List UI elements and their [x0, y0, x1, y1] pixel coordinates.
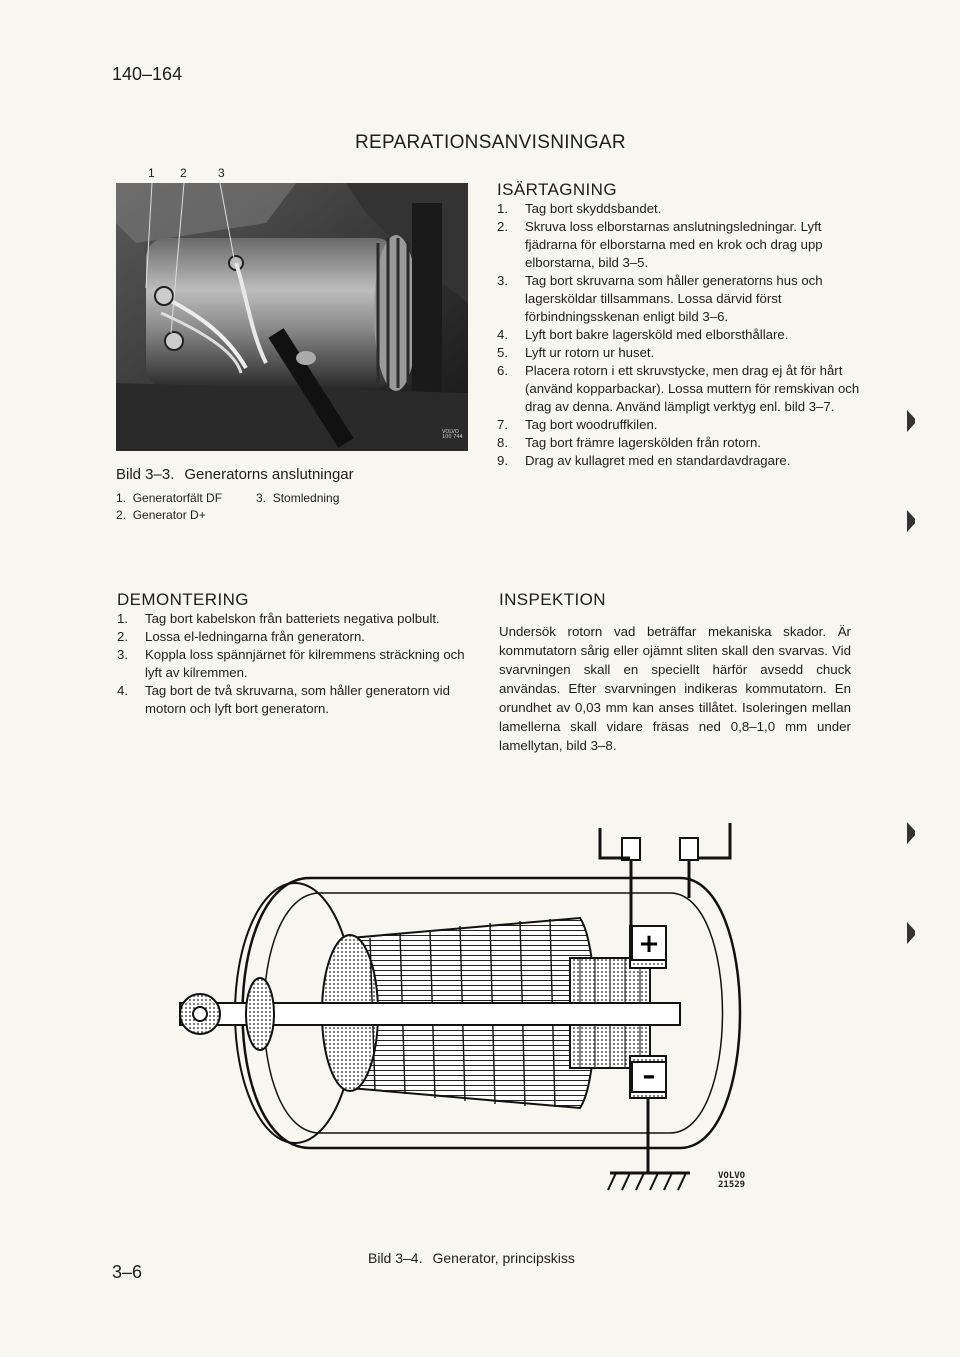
step-num: 7. [497, 417, 508, 432]
step-num: 3. [117, 647, 128, 662]
generator-photo-image [116, 183, 468, 451]
list-item [497, 218, 862, 272]
photo-stamp-line2: 100 744 [442, 434, 463, 440]
caption-item-num: 1. [116, 491, 127, 505]
step-num: 1. [497, 201, 508, 216]
caption-item-num: 2. [116, 508, 127, 522]
caption-item [116, 491, 256, 505]
page-code: 140–164 [112, 64, 183, 84]
inspektion-section [499, 590, 851, 755]
caption-item-text: Stomledning [272, 491, 340, 505]
step-text: Tag bort de två skruvarna, som håller generatorn vid motorn och lyft bort generatorn. [145, 683, 450, 716]
caption-item-text: Generatorfält DF [132, 491, 223, 505]
figure-stamp-brand: VOLVO [718, 1171, 746, 1181]
step-text: Tag bort skruvarna som håller generatorns hus och lagersköldar tillsammans. Lossa därvid först förbindningsskenan enligt bild 3–6. [525, 273, 823, 324]
page-number: 3–6 [112, 1262, 143, 1282]
demontering-section [117, 590, 482, 718]
step-num: 4. [117, 683, 128, 698]
step-num: 1. [117, 611, 128, 626]
figure-caption [368, 1250, 575, 1266]
inspektion-heading: INSPEKTION [499, 590, 606, 609]
step-text: Tag bort kabelskon från batteriets negativa polbult. [145, 611, 440, 626]
figure-caption-label: Bild 3–4. [368, 1250, 423, 1266]
step-text: Placera rotorn i ett skruvstycke, men drag ej åt för hårt (använd kopparbackar). Lossa muttern för remskivan och drag av denna. Använd lämpligt verktyg enl. bild 3–7. [525, 363, 860, 414]
caption-item [256, 491, 406, 505]
list-item [497, 200, 862, 218]
list-item [117, 610, 482, 628]
photo-caption-title [116, 466, 476, 483]
photo-caption [116, 466, 476, 522]
list-item [497, 362, 862, 416]
step-num: 4. [497, 327, 508, 342]
step-num: 5. [497, 345, 508, 360]
generator-photo [116, 183, 468, 451]
list-item [497, 416, 862, 434]
list-item [117, 646, 482, 682]
step-num: 6. [497, 363, 508, 378]
generator-diagram [160, 818, 800, 1208]
caption-item-text: Generator D+ [132, 508, 206, 522]
step-num: 2. [497, 219, 508, 234]
inspektion-text: Undersök rotorn vad beträffar mekaniska skador. Är kommutatorn sårig eller ojämnt sliten skall den svarvas. Vid svarvningen skall en speciellt härför avsedd chuck användas. Efter svarvningen indikeras kommutatorn. En orundhet av 0,03 mm kan anses tillåtet. Isoleringen mellan lamellerna skall vidare fräsas ned 0,8–1,0 mm under lamellytan, bild 3–8. [499, 624, 851, 753]
photo-caption-items [116, 491, 476, 522]
step-text: Tag bort främre lagerskölden från rotorn. [525, 435, 762, 450]
margin-arrow-icon [905, 820, 915, 846]
list-item [497, 326, 862, 344]
demontering-steps [117, 610, 482, 718]
photo-stamp [442, 430, 463, 440]
demontering-heading: DEMONTERING [117, 590, 249, 609]
isartagning-section [497, 180, 862, 470]
list-item [117, 682, 482, 718]
step-num: 8. [497, 435, 508, 450]
generator-diagram-drawing [160, 818, 800, 1208]
step-text: Lossa el-ledningarna från generatorn. [145, 629, 365, 644]
figure-stamp-number: 21529 [718, 1180, 746, 1190]
step-text: Skruva loss elborstarnas anslutningsledningar. Lyft fjädrarna för elborstarna med en krok och drag upp elborstarna, bild 3–5. [525, 219, 823, 270]
list-item [117, 628, 482, 646]
step-text: Lyft bort bakre lagersköld med elborsthållare. [525, 327, 789, 342]
margin-arrow-icon [905, 508, 915, 534]
step-num: 2. [117, 629, 128, 644]
list-item [497, 452, 862, 470]
caption-item-num: 3. [256, 491, 267, 505]
photo-stamp-line1: VOLVO [442, 429, 459, 435]
margin-arrow-icon [905, 920, 915, 946]
page-title: REPARATIONSANVISNINGAR [355, 132, 626, 153]
list-item [497, 434, 862, 452]
step-num: 9. [497, 453, 508, 468]
photo-caption-text: Generatorns anslutningar [184, 466, 354, 483]
figure-stamp [718, 1172, 745, 1190]
step-num: 3. [497, 273, 508, 288]
list-item [497, 344, 862, 362]
figure-caption-text: Generator, principskiss [432, 1250, 575, 1266]
step-text: Drag av kullagret med en standardavdragare. [525, 453, 791, 468]
photo-callout-3: 3 [218, 166, 225, 180]
step-text: Lyft ur rotorn ur huset. [525, 345, 655, 360]
isartagning-heading: ISÄRTAGNING [497, 180, 617, 199]
photo-callout-2: 2 [180, 166, 187, 180]
list-item [497, 272, 862, 326]
step-text: Tag bort skyddsbandet. [525, 201, 662, 216]
photo-callout-1: 1 [148, 166, 155, 180]
plus-symbol: + [638, 929, 660, 959]
margin-arrow-icon [905, 408, 915, 434]
caption-item [116, 508, 256, 522]
photo-caption-label: Bild 3–3. [116, 466, 175, 483]
isartagning-steps [497, 200, 862, 470]
minus-symbol: – [642, 1061, 656, 1091]
step-text: Tag bort woodruffkilen. [525, 417, 658, 432]
step-text: Koppla loss spännjärnet för kilremmens sträckning och lyft av kilremmen. [145, 647, 465, 680]
